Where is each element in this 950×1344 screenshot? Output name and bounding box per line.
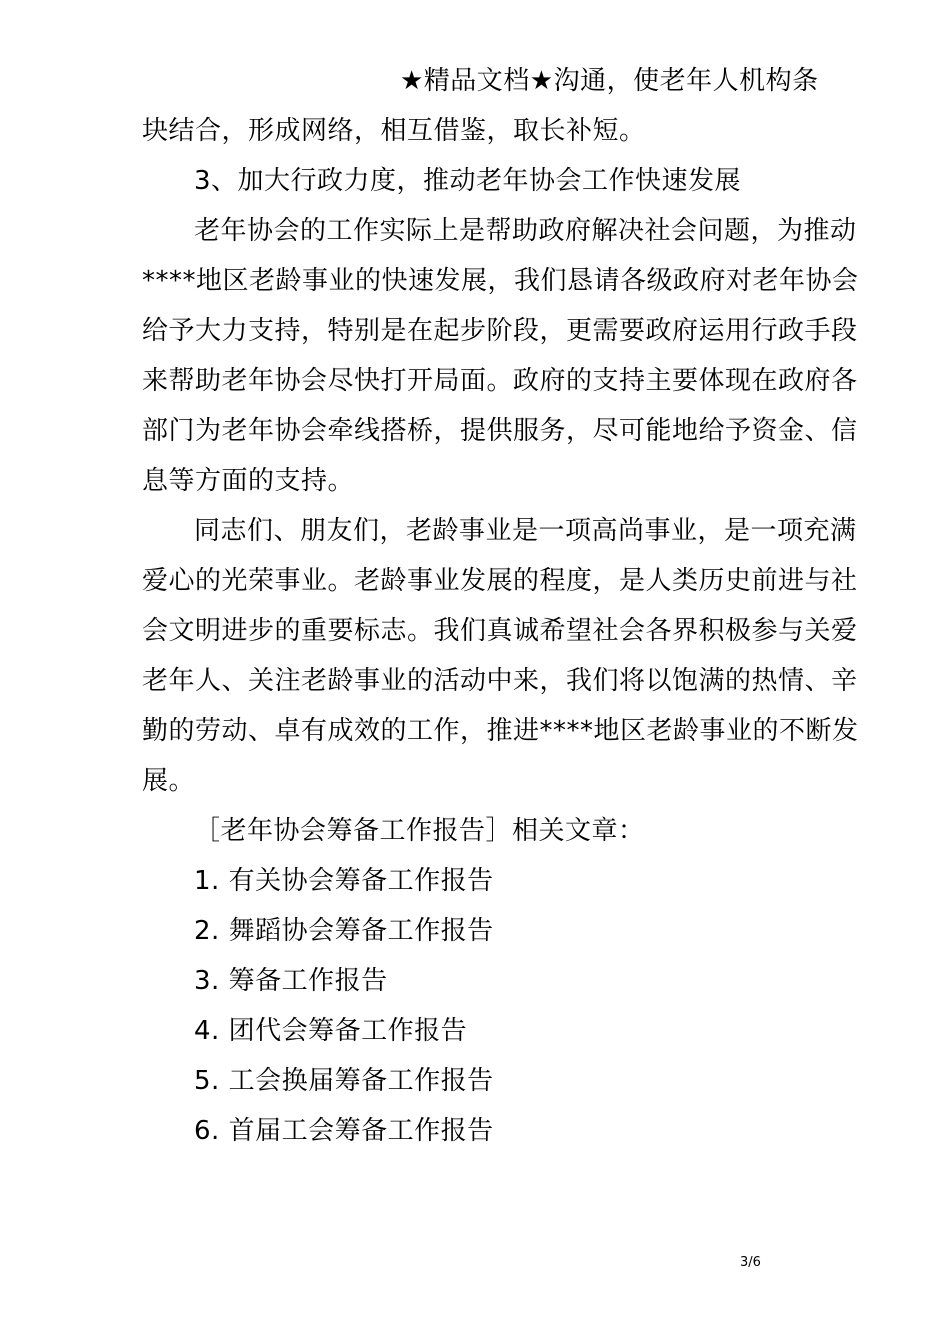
body-line: 部门为老年协会牵线搭桥，提供服务，尽可能地给予资金、信	[142, 416, 858, 446]
related-articles-title: ［老年协会筹备工作报告］相关文章：	[194, 816, 645, 846]
body-line: 息等方面的支持。	[142, 466, 355, 496]
related-article-link[interactable]: 2. 舞蹈协会筹备工作报告	[194, 916, 494, 946]
paragraph-first-line: 老年协会的工作实际上是帮助政府解决社会问题，为推动	[194, 216, 857, 246]
body-line: 展。	[142, 766, 196, 796]
body-line: 老年人、关注老龄事业的活动中来，我们将以饱满的热情、辛	[142, 666, 858, 696]
body-line: 块结合，形成网络，相互借鉴，取长补短。	[142, 116, 646, 146]
body-line: 勤的劳动、卓有成效的工作，推进****地区老龄事业的不断发	[142, 716, 859, 746]
related-article-link[interactable]: 6. 首届工会筹备工作报告	[194, 1116, 494, 1146]
section-heading: 3、加大行政力度，推动老年协会工作快速发展	[194, 166, 742, 196]
related-article-link[interactable]: 3. 筹备工作报告	[194, 966, 388, 996]
page-header-text: ★精品文档★沟通，使老年人机构条	[400, 66, 819, 96]
related-article-link[interactable]: 5. 工会换届筹备工作报告	[194, 1066, 494, 1096]
page-number: 3/6	[740, 1255, 761, 1270]
body-line: 会文明进步的重要标志。我们真诚希望社会各界积极参与关爱	[142, 616, 858, 646]
paragraph-first-line: 同志们、朋友们，老龄事业是一项高尚事业，是一项充满	[194, 516, 857, 546]
related-article-link[interactable]: 1. 有关协会筹备工作报告	[194, 866, 494, 896]
related-article-link[interactable]: 4. 团代会筹备工作报告	[194, 1016, 468, 1046]
body-line: 来帮助老年协会尽快打开局面。政府的支持主要体现在政府各	[142, 366, 858, 396]
body-line: ****地区老龄事业的快速发展，我们恳请各级政府对老年协会	[142, 266, 859, 296]
body-line: 爱心的光荣事业。老龄事业发展的程度，是人类历史前进与社	[142, 566, 858, 596]
body-line: 给予大力支持，特别是在起步阶段，更需要政府运用行政手段	[142, 316, 858, 346]
